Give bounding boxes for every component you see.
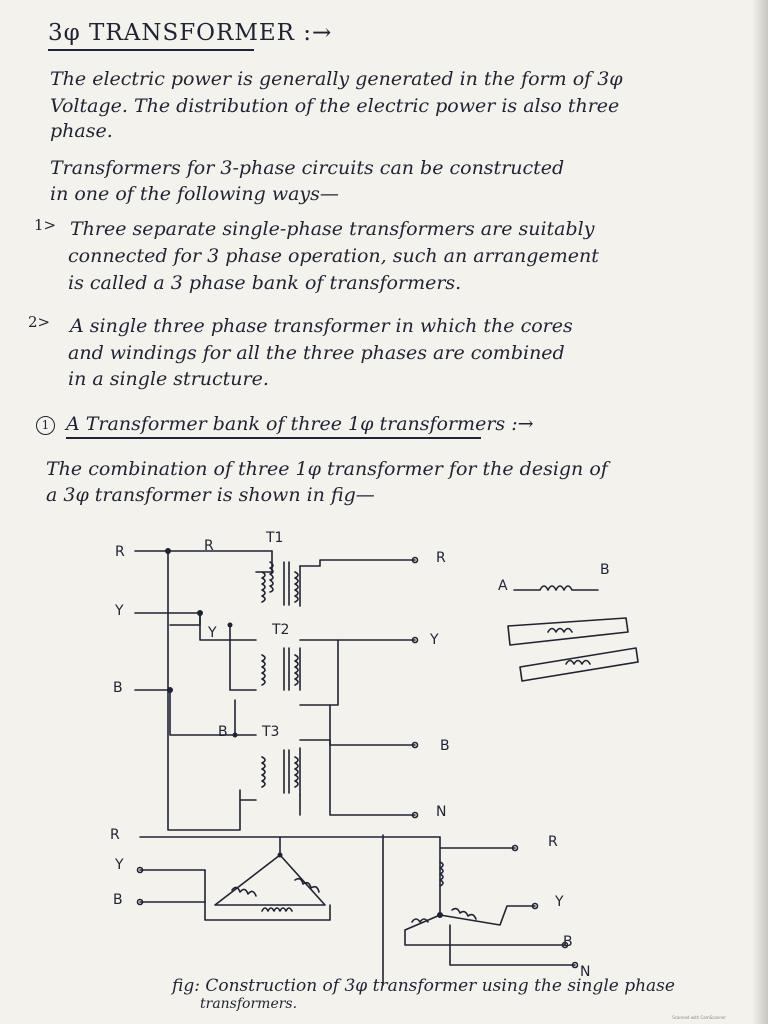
way-1-line-2: connected for 3 phase operation, such an arrangement: [68, 245, 599, 267]
label-Y-output: Y: [430, 632, 439, 648]
label-T3: T3: [262, 724, 280, 740]
page-title: 3φ TRANSFORMER :→: [48, 20, 333, 46]
label-B-sketch: B: [600, 562, 610, 578]
label-N-star: N: [580, 964, 591, 980]
label-R-line: R: [204, 538, 214, 554]
way-1-line-3: is called a 3 phase bank of transformers.: [68, 272, 462, 294]
way-1-line-1: Three separate single-phase transformers are suitably: [70, 218, 595, 240]
label-Y-delta: Y: [115, 857, 124, 873]
label-R-output: R: [436, 550, 446, 566]
label-Y-line: Y: [208, 625, 217, 641]
section-number: 1: [36, 416, 55, 435]
label-B-delta: B: [113, 892, 123, 908]
intro-line-3: phase.: [50, 120, 113, 142]
label-R-input: R: [115, 544, 125, 560]
page-edge-shadow: [752, 0, 768, 1024]
label-T2: T2: [272, 622, 290, 638]
section-heading: A Transformer bank of three 1φ transformers :→: [66, 413, 534, 435]
way-2-line-2: and windings for all the three phases are combined: [68, 342, 565, 364]
label-N-output: N: [436, 804, 447, 820]
ways-intro-line-2: in one of the following ways—: [50, 183, 339, 205]
intro-line-2: Voltage. The distribution of the electric power is also three: [50, 95, 620, 117]
figure-caption-line-2: transformers.: [200, 996, 298, 1012]
way-2-line-3: in a single structure.: [68, 368, 269, 390]
way-1-marker: 1>: [34, 216, 57, 234]
way-2-marker: 2>: [28, 313, 51, 331]
label-A-sketch: A: [498, 578, 508, 594]
label-R-star: R: [548, 834, 558, 850]
label-Y-star: Y: [555, 894, 564, 910]
section-text-line-1: The combination of three 1φ transformer for the design of: [46, 458, 608, 480]
figure-caption-line-1: fig: Construction of 3φ transformer using the single phase: [172, 976, 675, 996]
label-T1: T1: [266, 530, 284, 546]
label-B-star: B: [563, 934, 573, 950]
intro-line-1: The electric power is generally generated in the form of 3φ: [50, 68, 623, 90]
scanner-watermark: Scanned with CamScanner: [672, 1015, 726, 1020]
ways-intro-line-1: Transformers for 3-phase circuits can be constructed: [50, 157, 565, 179]
label-B-line: B: [218, 724, 228, 740]
section-text-line-2: a 3φ transformer is shown in fig—: [46, 484, 375, 506]
label-Y-input: Y: [115, 603, 124, 619]
label-B-output: B: [440, 738, 450, 754]
label-B-input: B: [113, 680, 123, 696]
way-2-line-1: A single three phase transformer in which the cores: [70, 315, 573, 337]
label-R-delta: R: [110, 827, 120, 843]
